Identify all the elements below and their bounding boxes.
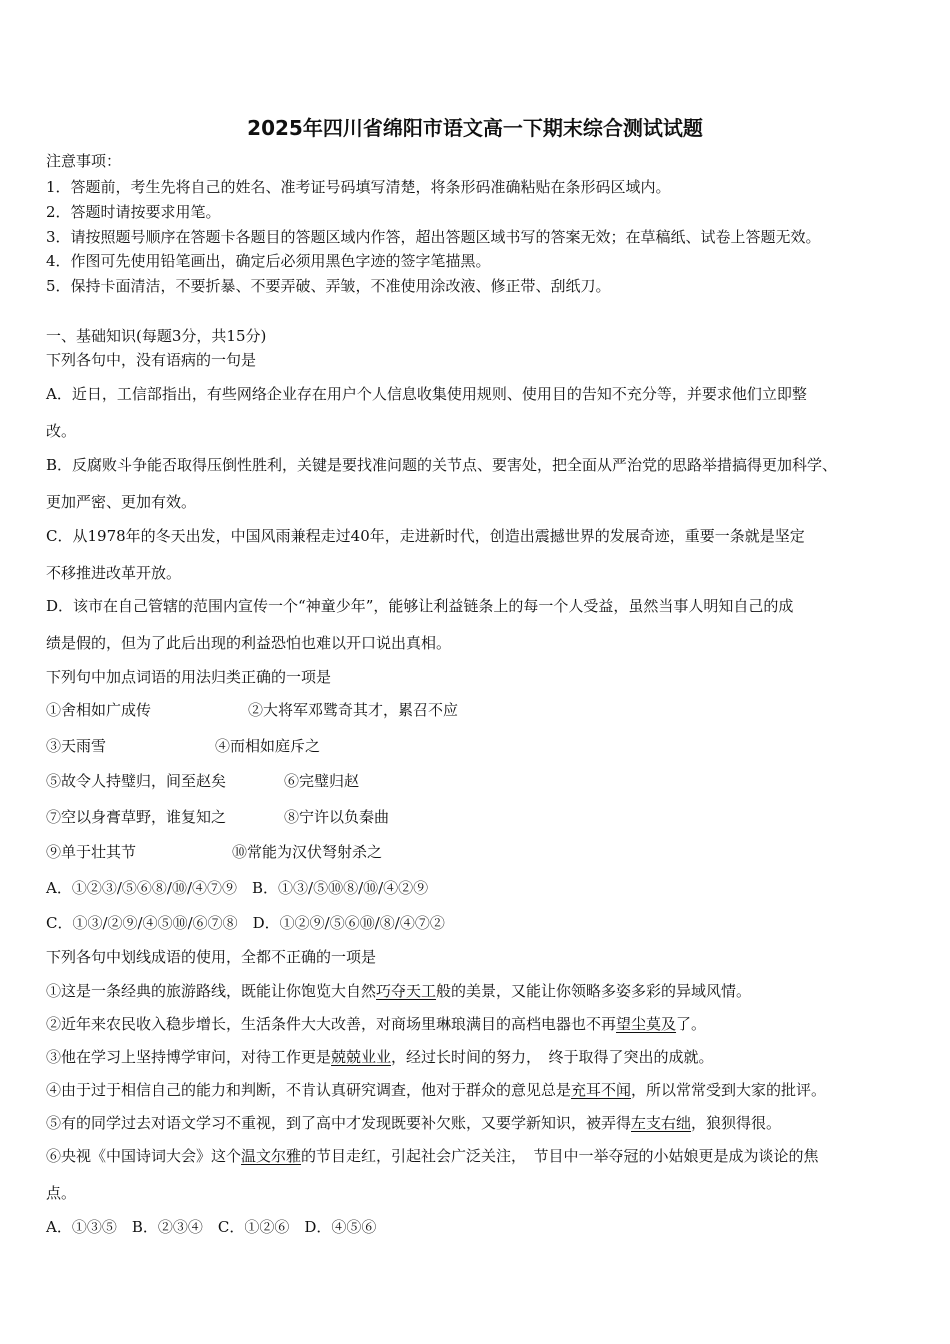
question-2-stem: 下列句中加点词语的用法归类正确的一项是 — [46, 668, 332, 686]
idiom-underline: 兢兢业业 — [331, 1048, 392, 1066]
q2-options-ab: A．①②③/⑤⑥⑧/⑩/④⑦⑨ B．①③/⑤⑩⑧/⑩/④②⑨ — [46, 879, 429, 897]
question-3-stem: 下列各句中划线成语的使用，全都不正确的一项是 — [46, 948, 377, 966]
q3-sentence-6-cont: 点。 — [46, 1184, 77, 1202]
q2-item: ④而相如庭斥之 — [215, 737, 321, 755]
q2-item: ⑥完璧归赵 — [284, 772, 360, 790]
section-heading: 一、基础知识(每题3分，共15分) — [46, 327, 267, 345]
q3-sentence-5: ⑤有的同学过去对语文学习不重视，到了高中才发现既要补欠账，又要学新知识，被弄得左支右绌，狼狈得很。 — [46, 1114, 782, 1132]
q1-option-a-cont: 改。 — [46, 422, 77, 440]
notice-item: 5．保持卡面清洁，不要折暴、不要弄破、弄皱，不准使用涂改液、修正带、刮纸刀。 — [46, 277, 611, 295]
q2-item: ⑧宁许以负秦曲 — [284, 808, 390, 826]
q2-item: ⑦空以身膏草野，谁复知之 — [46, 808, 227, 826]
q2-item: ⑩常能为汉伏弩射杀之 — [232, 843, 383, 861]
q2-options-cd: C．①③/②⑨/④⑤⑩/⑥⑦⑧ D．①②⑨/⑤⑥⑩/⑧/④⑦② — [46, 914, 445, 932]
q1-option-c: C．从1978年的冬天出发，中国风雨兼程走过40年，走进新时代，创造出震撼世界的发展奇迹，重要一条就是坚定 — [46, 527, 805, 545]
q3-sentence-4: ④由于过于相信自己的能力和判断，不肯认真研究调查，他对于群众的意见总是充耳不闻，所以常常受到大家的批评。 — [46, 1081, 827, 1099]
notice-item: 4．作图可先使用铅笔画出，确定后必须用黑色字迹的签字笔描黑。 — [46, 252, 491, 270]
q2-item: ③天雨雪 — [46, 737, 107, 755]
q2-item: ⑤故令人持璧归，间至赵矣 — [46, 772, 227, 790]
q1-option-a: A．近日，工信部指出，有些网络企业存在用户个人信息收集使用规则、使用目的告知不充分等，并要求他们立即整 — [46, 385, 807, 403]
q2-item: ⑨单于壮其节 — [46, 843, 137, 861]
notice-item: 1．答题前，考生先将自己的姓名、准考证号码填写清楚，将条形码准确粘贴在条形码区域内。 — [46, 178, 671, 196]
notice-item: 3．请按照题号顺序在答题卡各题目的答题区域内作答，超出答题区域书写的答案无效；在草稿纸、试卷上答题无效。 — [46, 228, 821, 246]
notice-heading: 注意事项： — [46, 152, 122, 170]
idiom-underline: 充耳不闻 — [571, 1081, 632, 1099]
q1-option-b-cont: 更加严密、更加有效。 — [46, 493, 197, 511]
q3-sentence-6: ⑥央视《中国诗词大会》这个温文尔雅的节目走红，引起社会广泛关注， 节目中一举夺冠的小姑娘更是成为谈论的焦 — [46, 1147, 819, 1165]
idiom-underline: 左支右绌 — [631, 1114, 692, 1132]
exam-title: 2025年四川省绵阳市语文高一下期末综合测试试题 — [247, 116, 703, 140]
q1-option-b: B．反腐败斗争能否取得压倒性胜利，关键是要找准问题的关节点、要害处，把全面从严治党的思路举措搞得更加科学、 — [46, 456, 838, 474]
notice-item: 2．答题时请按要求用笔。 — [46, 203, 221, 221]
q3-sentence-1: ①这是一条经典的旅游路线，既能让你饱览大自然巧夺天工般的美景，又能让你领略多姿多彩的异域风情。 — [46, 982, 752, 1000]
q3-options: A．①③⑤ B．②③④ C．①②⑥ D．④⑤⑥ — [46, 1218, 377, 1236]
idiom-underline: 巧夺天工 — [376, 982, 437, 1000]
question-1-stem: 下列各句中，没有语病的一句是 — [46, 351, 257, 369]
idiom-underline: 望尘莫及 — [616, 1015, 677, 1033]
q1-option-c-cont: 不移推进改革开放。 — [46, 564, 182, 582]
q3-sentence-3: ③他在学习上坚持博学审问，对待工作更是兢兢业业，经过长时间的努力， 终于取得了突出的成就。 — [46, 1048, 714, 1066]
q3-sentence-2: ②近年来农民收入稳步增长，生活条件大大改善，对商场里琳琅满目的高档电器也不再望尘莫及了。 — [46, 1015, 707, 1033]
q1-option-d-cont: 绩是假的，但为了此后出现的利益恐怕也难以开口说出真相。 — [46, 634, 452, 652]
q2-item: ②大将军邓骘奇其才，累召不应 — [248, 701, 459, 719]
q2-item: ①舍相如广成传 — [46, 701, 152, 719]
q1-option-d: D．该市在自己管辖的范围内宣传一个“神童少年”，能够让利益链条上的每一个人受益，虽然当事人明知自己的成 — [46, 597, 794, 615]
idiom-underline: 温文尔雅 — [241, 1147, 302, 1165]
